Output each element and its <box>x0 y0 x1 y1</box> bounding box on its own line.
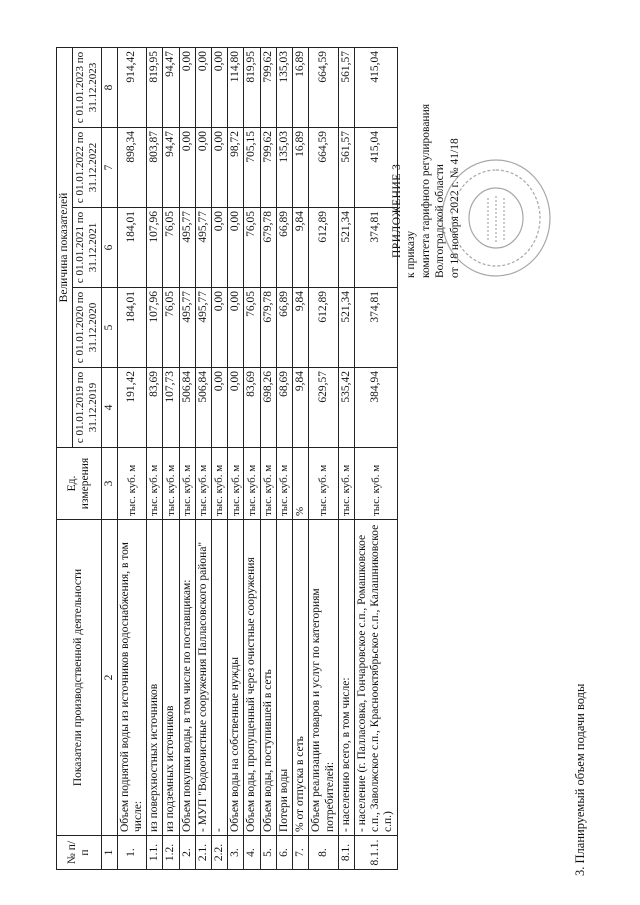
header-line: от 18 ноября 2022 г. № 41/18 <box>448 138 461 278</box>
row-value: 0,00 <box>179 48 195 128</box>
row-value: 0,00 <box>228 208 244 288</box>
table-row <box>244 48 260 870</box>
row-value: 9,84 <box>293 208 309 288</box>
row-value: 495,77 <box>195 208 211 288</box>
column-number: 7 <box>101 128 117 208</box>
row-value: 76,05 <box>163 288 179 368</box>
official-seal-stamp <box>436 155 556 280</box>
row-value: 76,05 <box>244 208 260 288</box>
row-value: 679,78 <box>260 208 276 288</box>
row-value: 506,84 <box>179 368 195 448</box>
header-indicator: Показатели производственной деятельности <box>57 520 102 836</box>
row-unit: тыс. куб. м <box>195 448 211 520</box>
header-line: к приказу <box>405 230 418 278</box>
row-unit: тыс. куб. м <box>163 448 179 520</box>
table-row <box>195 48 211 870</box>
row-indicator-name: % от отпуска в сеть <box>293 520 309 836</box>
row-value: 191,42 <box>117 368 146 448</box>
table-body <box>117 48 397 870</box>
row-value: 0,00 <box>228 368 244 448</box>
row-indicator-name: из поверхностных источников <box>147 520 163 836</box>
document-page <box>8 18 608 878</box>
row-number: 8. <box>309 836 338 870</box>
section-title: 3. Планируемый объем подачи воды <box>573 683 587 876</box>
row-value: 68,69 <box>276 368 292 448</box>
column-number: 3 <box>101 448 117 520</box>
row-value: 0,00 <box>212 368 228 448</box>
row-number: 4. <box>244 836 260 870</box>
row-value: 0,00 <box>195 48 211 128</box>
table-row <box>276 48 292 870</box>
row-value: 0,00 <box>228 288 244 368</box>
row-indicator-name: - МУП "Водоочистные сооружения Палласовского района" <box>195 520 211 836</box>
column-number: 2 <box>101 520 117 836</box>
table-row <box>293 48 309 870</box>
row-indicator-name: - население (г. Палласовка, Гончаровское с.п., Ромашковское с.п., Заволжское с.п., Красноoктябрьское с.п., Калашниковское с.п.) <box>355 520 398 836</box>
row-value: 94,47 <box>163 48 179 128</box>
row-indicator-name: Объем реализации товаров и услуг по категориям потребителей: <box>309 520 338 836</box>
row-value: 819,95 <box>244 48 260 128</box>
row-value: 374,81 <box>355 288 398 368</box>
row-number: 1. <box>117 836 146 870</box>
row-value: 0,00 <box>179 128 195 208</box>
row-value: 521,34 <box>338 208 354 288</box>
row-unit: тыс. куб. м <box>147 448 163 520</box>
table-row <box>117 48 146 870</box>
row-number: 6. <box>276 836 292 870</box>
row-value: 16,89 <box>293 128 309 208</box>
row-value: 94,47 <box>163 128 179 208</box>
header-values-group: Величина показателей <box>57 48 73 448</box>
row-value: 495,77 <box>195 288 211 368</box>
row-value: 679,78 <box>260 288 276 368</box>
row-unit: тыс. куб. м <box>179 448 195 520</box>
column-number: 6 <box>101 208 117 288</box>
row-number: 2.2. <box>212 836 228 870</box>
header-unit: Ед. измерения <box>57 448 102 520</box>
table-row <box>228 48 244 870</box>
row-value: 107,73 <box>163 368 179 448</box>
row-number: 5. <box>260 836 276 870</box>
row-value: 495,77 <box>179 208 195 288</box>
header-line: Волгоградской области <box>434 164 447 278</box>
row-value: 0,00 <box>212 208 228 288</box>
header-line: комитета тарифного регулирования <box>419 103 432 278</box>
table-row <box>212 48 228 870</box>
row-value: 415,04 <box>355 128 398 208</box>
row-value: 83,69 <box>147 368 163 448</box>
row-value: 0,00 <box>212 288 228 368</box>
row-value: 803,87 <box>147 128 163 208</box>
row-number: 1.1. <box>147 836 163 870</box>
row-value: 76,05 <box>244 288 260 368</box>
appendix-title: ПРИЛОЖЕНИЕ 3 <box>391 163 403 258</box>
row-indicator-name: - <box>212 520 228 836</box>
water-supply-table <box>56 47 398 870</box>
row-number: 8.1.1. <box>355 836 398 870</box>
header-period: с 01.01.2023 по 31.12.2023 <box>73 48 101 128</box>
row-value: 799,62 <box>260 128 276 208</box>
row-indicator-name: Объем воды, поступившей в сеть <box>260 520 276 836</box>
row-indicator-name: - населению всего, в том числе: <box>338 520 354 836</box>
row-value: 66,89 <box>276 288 292 368</box>
header-period: с 01.01.2019 по 31.12.2019 <box>73 368 101 448</box>
header-period: с 01.01.2020 по 31.12.2020 <box>73 288 101 368</box>
row-unit: тыс. куб. м <box>228 448 244 520</box>
table-row <box>355 48 398 870</box>
row-unit: % <box>293 448 309 520</box>
header-num: № п/п <box>57 836 102 870</box>
row-unit: тыс. куб. м <box>276 448 292 520</box>
row-unit: тыс. куб. м <box>117 448 146 520</box>
row-unit: тыс. куб. м <box>212 448 228 520</box>
row-value: 0,00 <box>212 48 228 128</box>
row-value: 664,59 <box>309 128 338 208</box>
row-value: 819,95 <box>147 48 163 128</box>
row-value: 66,89 <box>276 208 292 288</box>
row-value: 107,96 <box>147 208 163 288</box>
row-indicator-name: Объем воды, пропущенный через очистные сооружения <box>244 520 260 836</box>
row-value: 506,84 <box>195 368 211 448</box>
row-value: 0,00 <box>195 128 211 208</box>
row-indicator-name: Объем воды на собственные нужды <box>228 520 244 836</box>
row-value: 374,81 <box>355 208 398 288</box>
row-number: 8.1. <box>338 836 354 870</box>
row-value: 184,01 <box>117 208 146 288</box>
column-number: 5 <box>101 288 117 368</box>
row-indicator-name: Объем поднятой воды из источников водоснабжения, в том числе: <box>117 520 146 836</box>
header-period: с 01.01.2022 по 31.12.2022 <box>73 128 101 208</box>
row-value: 898,34 <box>117 128 146 208</box>
row-value: 664,59 <box>309 48 338 128</box>
row-value: 98,72 <box>228 128 244 208</box>
table-row <box>338 48 354 870</box>
row-value: 799,62 <box>260 48 276 128</box>
row-value: 521,34 <box>338 288 354 368</box>
row-number: 1.2. <box>163 836 179 870</box>
table-row <box>163 48 179 870</box>
row-unit: тыс. куб. м <box>260 448 276 520</box>
row-value: 114,80 <box>228 48 244 128</box>
table-row <box>309 48 338 870</box>
row-value: 16,89 <box>293 48 309 128</box>
row-value: 612,89 <box>309 208 338 288</box>
row-value: 9,84 <box>293 368 309 448</box>
row-value: 705,15 <box>244 128 260 208</box>
row-value: 83,69 <box>244 368 260 448</box>
column-number: 4 <box>101 368 117 448</box>
row-value: 415,04 <box>355 48 398 128</box>
row-value: 384,94 <box>355 368 398 448</box>
row-value: 698,26 <box>260 368 276 448</box>
row-value: 535,42 <box>338 368 354 448</box>
row-indicator-name: Потери воды <box>276 520 292 836</box>
row-value: 612,89 <box>309 288 338 368</box>
table-row <box>179 48 195 870</box>
column-number: 8 <box>101 48 117 128</box>
row-unit: тыс. куб. м <box>355 448 398 520</box>
row-indicator-name: Объем покупки воды, в том числе по поставщикам: <box>179 520 195 836</box>
table-row <box>147 48 163 870</box>
row-unit: тыс. куб. м <box>309 448 338 520</box>
row-value: 561,57 <box>338 128 354 208</box>
row-unit: тыс. куб. м <box>338 448 354 520</box>
row-value: 0,00 <box>212 128 228 208</box>
row-number: 2. <box>179 836 195 870</box>
row-number: 7. <box>293 836 309 870</box>
column-number: 1 <box>101 836 117 870</box>
row-value: 9,84 <box>293 288 309 368</box>
table-row <box>260 48 276 870</box>
row-number: 3. <box>228 836 244 870</box>
row-value: 629,57 <box>309 368 338 448</box>
header-period: с 01.01.2021 по 31.12.2021 <box>73 208 101 288</box>
row-value: 914,42 <box>117 48 146 128</box>
row-unit: тыс. куб. м <box>244 448 260 520</box>
row-value: 135,03 <box>276 48 292 128</box>
row-value: 76,05 <box>163 208 179 288</box>
row-value: 184,01 <box>117 288 146 368</box>
row-value: 495,77 <box>179 288 195 368</box>
row-value: 135,03 <box>276 128 292 208</box>
row-indicator-name: из подземных источников <box>163 520 179 836</box>
row-number: 2.1. <box>195 836 211 870</box>
row-value: 107,96 <box>147 288 163 368</box>
row-value: 561,57 <box>338 48 354 128</box>
